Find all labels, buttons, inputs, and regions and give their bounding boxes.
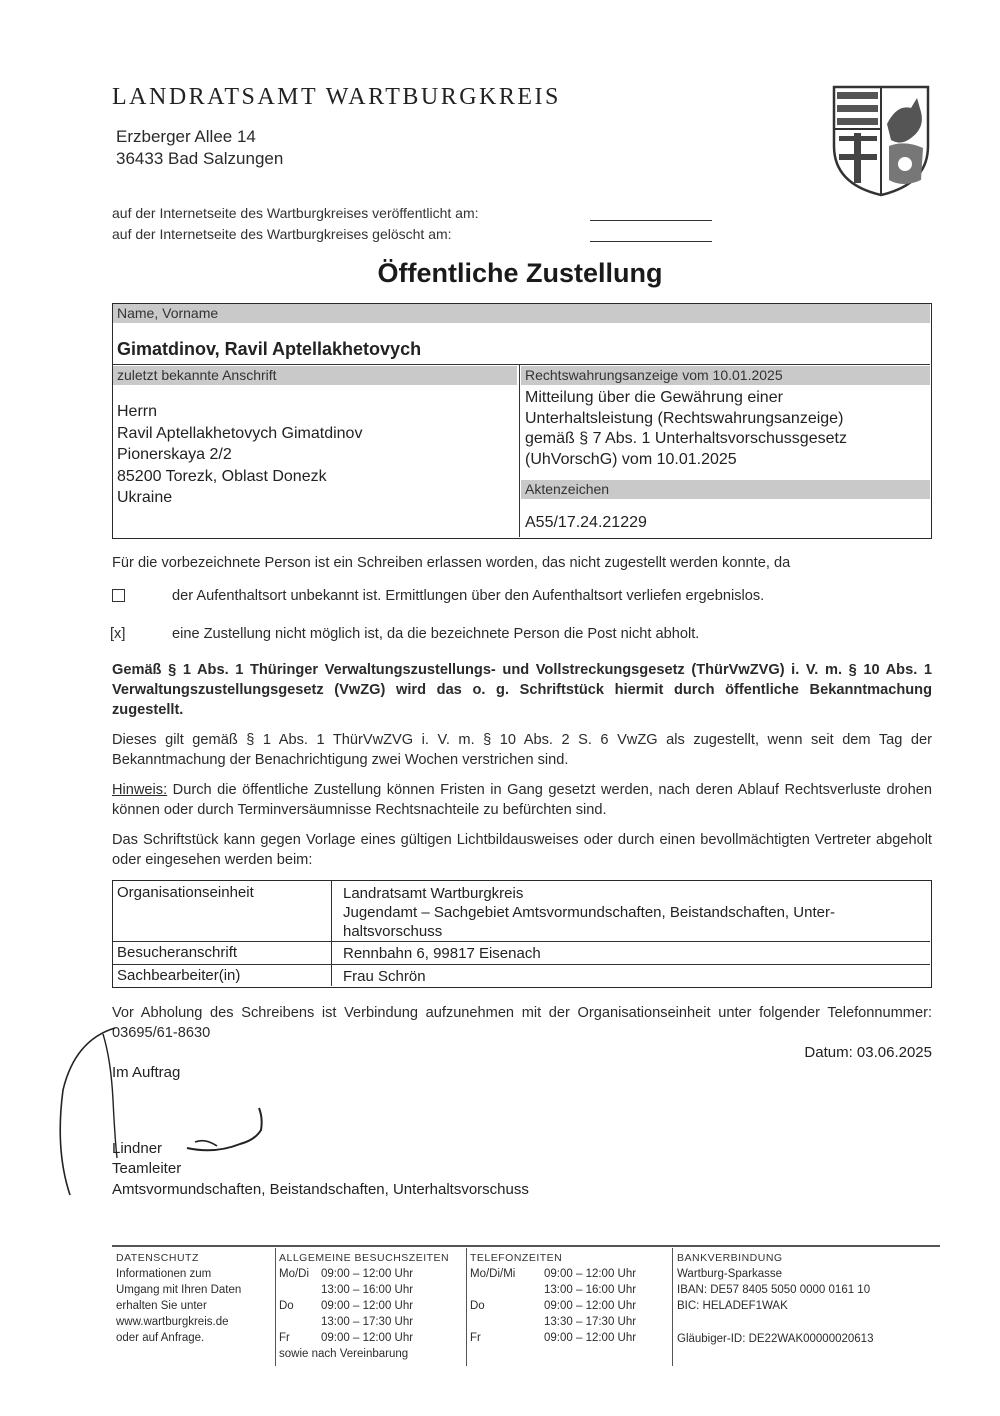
org-line: Jugendamt – Sachgebiet Amtsvormundschaften, Beistandschaften, Unter-: [343, 904, 835, 921]
legal-basis: Gemäß § 1 Abs. 1 Thüringer Verwaltungszustellungs- und Vollstreckungsgesetz (ThürVwZVG) i. V. m. § 10 Abs. 1 Verwaltungszustellungsgesetz (VwZG) wird das o. g. Schriftstück hiermit durch öffentliche Bekanntmachung zugestellt.: [112, 662, 932, 718]
footer-rule: [112, 1245, 940, 1247]
recipient-address: [117, 401, 362, 509]
bank-line: Wartburg-Sparkasse: [677, 1268, 783, 1280]
deleted-date-line: [590, 241, 712, 242]
authority-street: Erzberger Allee 14: [116, 127, 256, 146]
visiting-row: Mo/Di 09:00 – 12:00 Uhr: [279, 1268, 414, 1280]
hint-text: Durch die öffentliche Zustellung können Fristen in Gang gesetzt werden, nach deren Ablauf Rechtsverluste drohen können oder durch Terminversäumnisse Rechtsnachteile zu befürchten sind.: [112, 782, 932, 818]
privacy-line: Umgang mit Ihren Daten: [116, 1284, 242, 1296]
privacy-line: www.wartburgkreis.de: [116, 1316, 229, 1328]
signer-name: Lindner: [112, 1140, 163, 1157]
bank-line: BIC: HELADEF1WAK: [677, 1300, 788, 1312]
footer-privacy: [116, 1250, 271, 1346]
visiting-extra: sowie nach Vereinbarung: [279, 1348, 409, 1360]
im-auftrag: Im Auftrag: [112, 1064, 181, 1081]
privacy-title: DATENSCHUTZ: [116, 1252, 199, 1264]
notice-description: [525, 388, 847, 470]
notice-line: (UhVorschG) vom 10.01.2025: [525, 450, 737, 468]
org-line: haltsvorschuss: [343, 923, 443, 940]
privacy-line: oder auf Anfrage.: [116, 1332, 205, 1344]
hint-label: Hinweis:: [112, 782, 168, 798]
phone-row: Mo/Di/Mi 09:00 – 12:00 Uhr: [470, 1268, 637, 1280]
visiting-row: Fr 09:00 – 12:00 Uhr: [279, 1332, 414, 1344]
bank-title: BANKVERBINDUNG: [677, 1252, 783, 1264]
notice-line: Mitteilung über die Gewährung einer: [525, 389, 783, 406]
clerk-label: Sachbearbeiter(in): [117, 967, 241, 984]
org-line: Landratsamt Wartburgkreis: [343, 885, 524, 902]
document-title: Öffentliche Zustellung: [377, 258, 663, 288]
address-line: 85200 Torezk, Oblast Donezk: [117, 467, 327, 485]
visit-address: Rennbahn 6, 99817 Eisenach: [343, 945, 541, 962]
address-label: zuletzt bekannte Anschrift: [113, 366, 517, 385]
visiting-row: 13:00 – 16:00 Uhr: [321, 1284, 414, 1296]
footer-visiting-hours: [279, 1250, 464, 1362]
privacy-line: Informationen zum: [116, 1268, 212, 1280]
document-date: Datum: 03.06.2025: [804, 1044, 932, 1061]
signer-role: Teamleiter: [112, 1160, 182, 1177]
visiting-row: Do 09:00 – 12:00 Uhr: [279, 1300, 414, 1312]
creditor-id: Gläubiger-ID: DE22WAK00000020613: [677, 1333, 874, 1345]
option-unknown-residence: der Aufenthaltsort unbekannt ist. Ermittlungen über den Aufenthaltsort verliefen ergebnislos.: [172, 588, 765, 604]
authority-address: [116, 126, 283, 170]
phone-row: 13:00 – 16:00 Uhr: [544, 1284, 637, 1296]
visiting-title: ALLGEMEINE BESUCHSZEITEN: [279, 1252, 450, 1264]
privacy-line: erhalten Sie unter: [116, 1300, 207, 1312]
phone-title: TELEFONZEITEN: [470, 1252, 563, 1264]
address-line: Herrn: [117, 403, 158, 420]
recipient-box: [112, 303, 932, 539]
bank-line: IBAN: DE57 8405 5050 0000 0161 10: [677, 1284, 871, 1296]
phone-row: Fr 09:00 – 12:00 Uhr: [470, 1332, 637, 1344]
hint-paragraph: [112, 780, 932, 820]
published-date-line: [590, 220, 712, 221]
recipient-name: Gimatdinov, Ravil Aptellakhetovych: [117, 339, 422, 359]
checkbox-not-collected: [x]: [110, 626, 126, 642]
authority-city: 36433 Bad Salzungen: [116, 149, 284, 168]
footer-bank: [677, 1250, 937, 1347]
authority-name: LANDRATSAMT WARTBURGKREIS: [112, 84, 561, 110]
notice-line: gemäß § 7 Abs. 1 Unterhaltsvorschussgesetz: [525, 430, 847, 447]
name-label: Name, Vorname: [113, 304, 930, 323]
file-number: A55/17.24.21229: [525, 514, 647, 531]
notice-line: Unterhaltsleistung (Rechtswahrungsanzeige): [525, 409, 844, 427]
published-label: auf der Internetseite des Wartburgkreises veröffentlicht am:: [112, 205, 479, 221]
phone-row: Do 09:00 – 12:00 Uhr: [470, 1300, 637, 1312]
footer-phone-hours: [470, 1250, 668, 1346]
pickup-text: Das Schriftstück kann gegen Vorlage eines gültigen Lichtbildausweises oder durch einen bevollmächtigten Vertreter abgeholt oder eingesehen werden beim:: [112, 832, 932, 868]
org-value: [343, 884, 835, 941]
option-not-collected: eine Zustellung nicht möglich ist, da die bezeichnete Person die Post nicht abholt.: [172, 626, 700, 642]
org-label: Organisationseinheit: [117, 884, 254, 901]
office-table: [112, 880, 932, 988]
deleted-label: auf der Internetseite des Wartburgkreises gelöscht am:: [112, 226, 452, 242]
coat-of-arms-icon: [831, 84, 931, 198]
intro-text: Für die vorbezeichnete Person ist ein Schreiben erlassen worden, das nicht zugestellt werden konnte, da: [112, 555, 791, 571]
notice-label: Rechtswahrungsanzeige vom 10.01.2025: [521, 366, 930, 385]
address-line: Pionerskaya 2/2: [117, 446, 232, 463]
phone-row: 13:30 – 17:30 Uhr: [544, 1316, 637, 1328]
contact-text: Vor Abholung des Schreibens ist Verbindung aufzunehmen mit der Organisationseinheit unter folgender Telefonnummer: 03695/61-8630: [112, 1005, 932, 1041]
address-line: Ravil Aptellakhetovych Gimatdinov: [117, 424, 363, 442]
checkbox-unknown-residence: [112, 589, 125, 602]
visit-label: Besucheranschrift: [117, 944, 238, 961]
address-line: Ukraine: [117, 489, 173, 506]
clerk-name: Frau Schrön: [343, 968, 426, 985]
signer-department: Amtsvormundschaften, Beistandschaften, Unterhaltsvorschuss: [112, 1181, 529, 1198]
legal-effect: Dieses gilt gemäß § 1 Abs. 1 ThürVwZVG i. V. m. § 10 Abs. 2 S. 6 VwZG als zugestellt, wenn seit dem Tag der Bekanntmachung der Benachrichtigung zwei Wochen verstrichen sind.: [112, 732, 932, 768]
file-number-label: Aktenzeichen: [521, 480, 930, 499]
visiting-row: 13:00 – 17:30 Uhr: [321, 1316, 414, 1328]
